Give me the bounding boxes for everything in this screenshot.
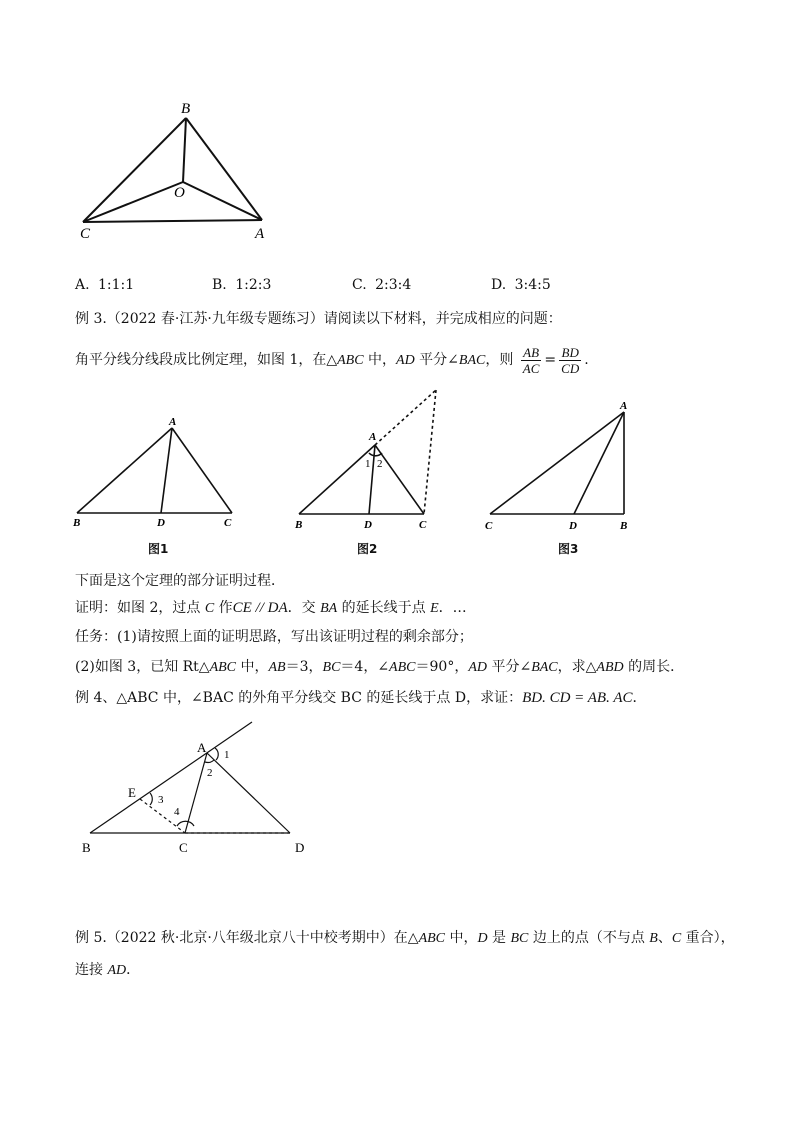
task2-t5: ＝90°， — [415, 659, 469, 675]
example5-c: C — [671, 931, 682, 946]
theorem-mid: 中， — [363, 352, 397, 368]
option-d-letter: D. — [491, 277, 507, 293]
example5-e3: 是 — [487, 930, 511, 946]
example4-text: 例 4、△ABC 中，∠BAC 的外角平分线交 BC 的延长线于点 D，求证： — [75, 690, 523, 706]
option-b-letter: B. — [212, 277, 227, 293]
example5-ad: AD — [107, 963, 127, 978]
example4-formula: BD. CD = AB. AC — [522, 690, 633, 706]
option-c-value: 2:3:4 — [375, 277, 412, 293]
example5-tri: △ABC — [407, 931, 446, 946]
theorem-mid2: 平分∠ — [414, 352, 459, 368]
proof-p4: 的延长线于点 — [337, 600, 431, 616]
task2-abc2: ABC — [389, 660, 416, 675]
proof-intro: 下面是这个定理的部分证明过程． — [75, 573, 285, 589]
proof-p5: ．… — [438, 600, 467, 616]
fig3-caption: 图3 — [558, 542, 579, 556]
equals-sign: = — [544, 352, 557, 368]
example5-line2 — [75, 960, 140, 981]
fig1-label-B: B — [73, 517, 81, 529]
option-b-value: 1:2:3 — [235, 277, 272, 293]
task2-t6: 平分∠ — [487, 659, 532, 675]
figure-4 — [70, 715, 340, 860]
example4-line — [75, 688, 646, 708]
theorem-ad: AD — [396, 353, 415, 368]
example5-e5: 、 — [657, 930, 672, 946]
fig2-label-B: B — [295, 519, 303, 531]
example3-heading: 例 3.（2022 春·江苏·九年级专题练习）请阅读以下材料，并完成相应的问题： — [75, 311, 562, 327]
task2-abd: ABD — [596, 660, 624, 675]
figure-1 — [65, 410, 245, 560]
figure-2 — [285, 385, 455, 535]
proof-p2: 作 — [214, 600, 233, 616]
example5-line2b: ． — [126, 962, 141, 978]
example5-e2: 中， — [445, 930, 478, 946]
task2-t4: ＝4，∠ — [340, 659, 390, 675]
example5-e1: 例 5.（2022 秋·北京·八年级北京八十中校考期中）在 — [75, 930, 408, 946]
fig1-label-A: A — [169, 416, 177, 428]
task-1: 任务：(1)请按照上面的证明思路，写出该证明过程的剩余部分； — [75, 629, 473, 645]
fig2-label-D: D — [364, 519, 372, 531]
task2-t1: (2)如图 3，已知 Rt△ — [75, 659, 210, 675]
option-a — [75, 275, 134, 295]
option-a-value: 1:1:1 — [98, 277, 135, 293]
task2-bc: BC — [322, 660, 341, 675]
fig3-label-D: D — [569, 520, 577, 532]
frac1-den: AC — [522, 360, 540, 376]
fraction-bd-cd — [559, 345, 581, 376]
fig4-label-A: A — [197, 740, 207, 755]
frac1-num: AB — [521, 345, 542, 361]
fig4-label-E: E — [128, 785, 136, 800]
frac2-den: CD — [561, 360, 580, 376]
fig4-label-B: B — [82, 840, 91, 855]
theorem-prefix: 角平分线分线段成比例定理，如图 1，在△ — [75, 352, 338, 368]
example4-period: ． — [632, 690, 647, 706]
example5-line1 — [75, 928, 735, 949]
frac2-num: BD — [559, 345, 581, 361]
proof-line — [75, 598, 467, 619]
option-d-value: 3:4:5 — [514, 277, 551, 293]
theorem-line — [75, 343, 589, 378]
example5-e4: 边上的点（不与点 — [528, 930, 650, 946]
task2-t8: 的周长． — [623, 659, 685, 675]
option-d — [491, 275, 551, 295]
option-b — [212, 275, 271, 295]
option-a-letter: A. — [75, 277, 90, 293]
example5-d: D — [477, 931, 488, 946]
fig4-num-3: 3 — [158, 794, 164, 806]
fig4-label-C: C — [179, 840, 188, 855]
fig2-label-C: C — [419, 519, 427, 531]
proof-p3: ．交 — [287, 600, 321, 616]
task2-t2: 中， — [236, 659, 269, 675]
label-C: C — [80, 226, 91, 242]
proof-e: E — [430, 601, 439, 616]
task2-ad: AD — [468, 660, 487, 675]
task2-t3: ＝3， — [285, 659, 323, 675]
fig2-label-A: A — [369, 431, 377, 443]
proof-p1: 证明：如图 2，过点 — [75, 600, 205, 616]
example5-b: B — [649, 931, 658, 946]
label-A: A — [255, 226, 265, 242]
fig4-num-1: 1 — [224, 749, 230, 761]
fig2-num-1: 1 — [365, 458, 371, 470]
task-2 — [75, 657, 684, 678]
fig1-label-D: D — [157, 517, 165, 529]
fraction-ab-ac — [521, 345, 542, 376]
theorem-period: . — [584, 352, 589, 368]
fig3-label-A: A — [620, 400, 628, 412]
task2-bac: BAC — [531, 660, 558, 675]
option-c — [352, 275, 411, 295]
theorem-bac: BAC — [458, 353, 486, 368]
fig4-label-D: D — [295, 840, 305, 855]
figure-3 — [480, 395, 640, 545]
fig1-label-C: C — [224, 517, 232, 529]
task2-abc: ABC — [209, 660, 237, 675]
label-B: B — [181, 101, 191, 117]
task2-ab: AB — [268, 660, 286, 675]
example5-bc: BC — [510, 931, 529, 946]
theorem-then: ，则 — [485, 352, 514, 368]
proof-c: C — [204, 601, 215, 616]
proof-ba: BA — [320, 601, 338, 616]
fig3-label-B: B — [620, 520, 628, 532]
fig3-label-C: C — [485, 520, 493, 532]
proof-ce-da: CE // DA — [232, 600, 288, 616]
figure-triangle-o — [60, 95, 290, 245]
task2-t7: ，求△ — [557, 659, 597, 675]
fig2-num-2: 2 — [377, 458, 383, 470]
fig4-num-4: 4 — [174, 806, 180, 818]
fig2-caption: 图2 — [357, 542, 378, 556]
example5-line2a: 连接 — [75, 962, 108, 978]
option-c-letter: C. — [352, 277, 367, 293]
label-O: O — [174, 185, 185, 201]
fig1-caption: 图1 — [148, 542, 169, 556]
example5-e6: 重合）， — [681, 930, 735, 946]
theorem-abc: ABC — [337, 353, 364, 368]
fig4-num-2: 2 — [207, 767, 213, 779]
